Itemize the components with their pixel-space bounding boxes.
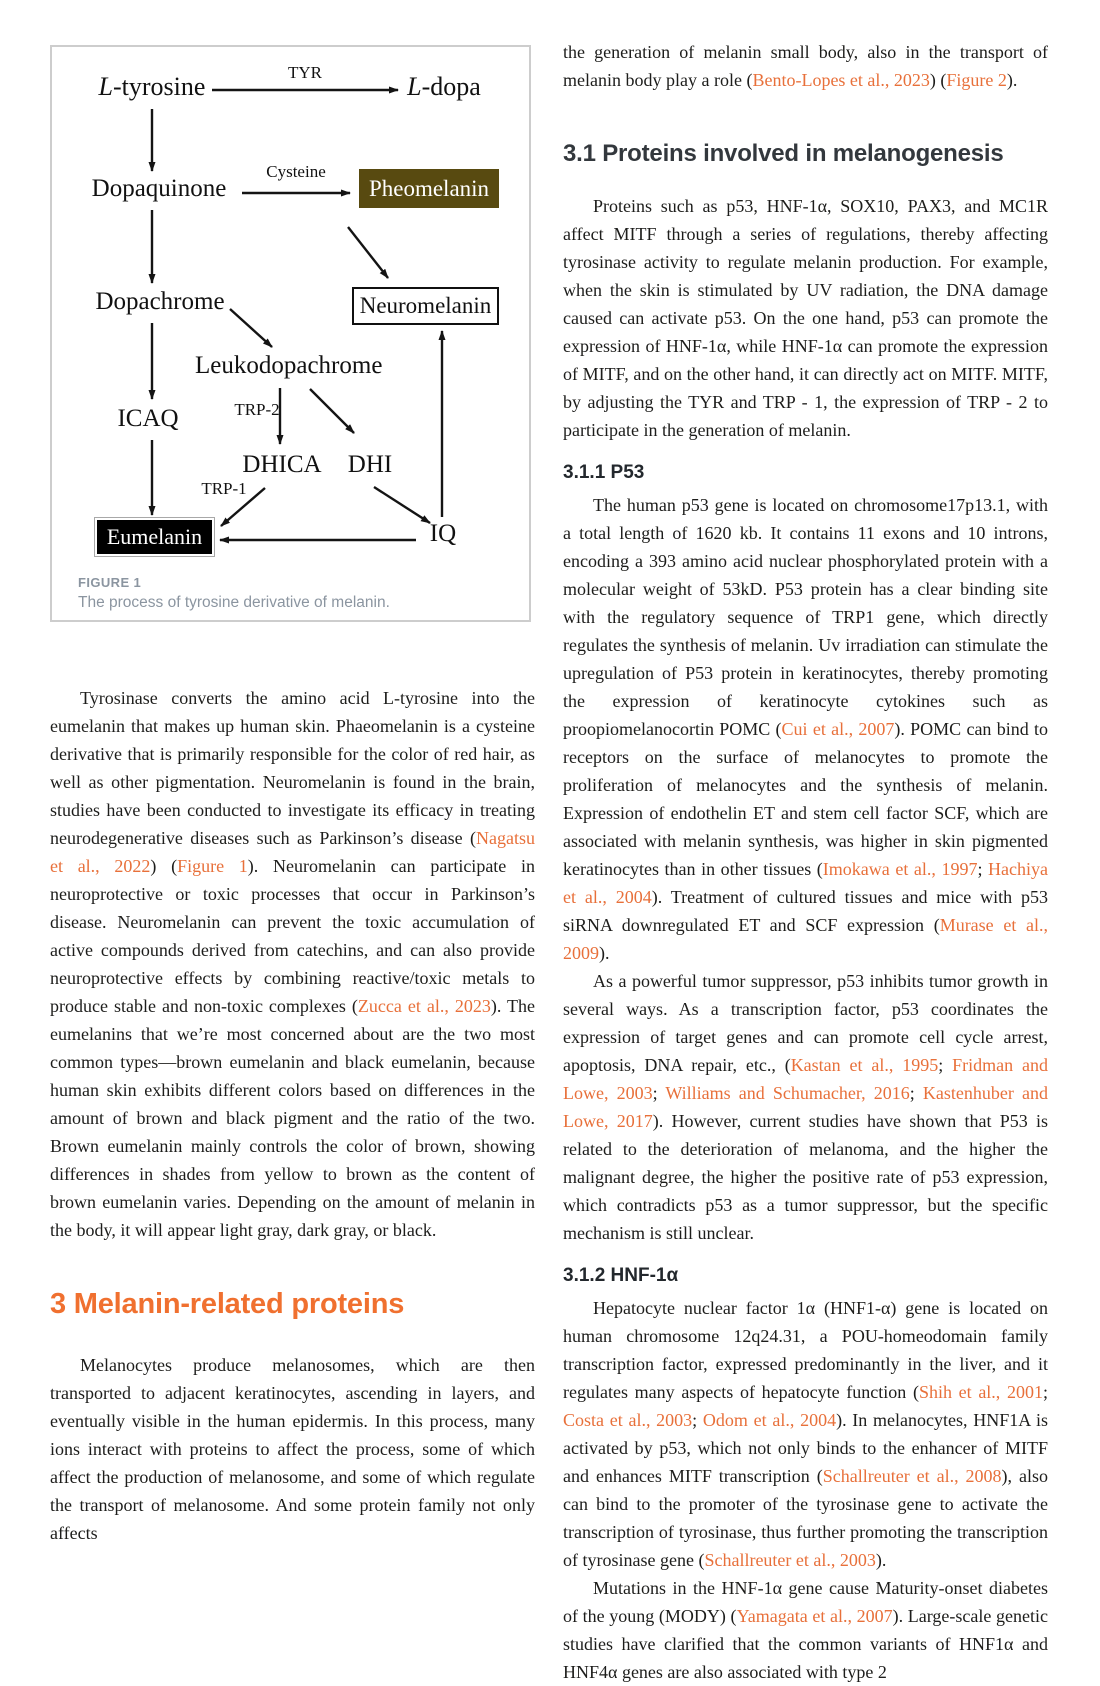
text-run: Melanocytes produce melanosomes, which are then transported to adjacent keratinocytes, ascending in layers, and eventually visible in the human epidermis. In this process, many ions interact with proteins to affect the process, some of which affect the production of melanosome, and some of which regulate the transport of melanosome. And some protein family not only affects xyxy=(50,1355,535,1543)
text-run: ). Treatment of cultured tissues and mice with p53 siRNA downregulated ET and SCF expression ( xyxy=(563,887,1048,935)
node-leukodopachrome: Leukodopachrome xyxy=(195,352,383,379)
text-run: ; xyxy=(692,1410,703,1430)
subsection-heading-3-1: 3.1 Proteins involved in melanogenesis xyxy=(563,140,1004,167)
citation-link[interactable]: Nagatsu et al., 2022 xyxy=(50,828,535,876)
text-run: -tyrosine xyxy=(113,72,206,101)
figure-caption-block xyxy=(78,575,529,612)
text-run: ; xyxy=(977,859,989,879)
text-run: -dopa xyxy=(421,72,481,101)
section-heading-melanin-related-proteins: 3 Melanin-related proteins xyxy=(50,1288,405,1320)
text-run: ; xyxy=(909,1083,923,1103)
node-l-tyrosine xyxy=(90,73,214,102)
edge-label-tyr: TYR xyxy=(288,63,322,82)
citation-link[interactable]: Zucca et al., 2023 xyxy=(357,996,491,1016)
node-dhica: DHICA xyxy=(242,451,322,478)
melanin-pathway-diagram xyxy=(52,47,529,567)
arrow-dopachrome-to-leukodopachrome xyxy=(230,309,272,347)
citation-link[interactable]: Odom et al., 2004 xyxy=(702,1410,837,1430)
text-run: Mutations in the HNF-1α gene cause Maturity-onset diabetes of the young (MODY) ( xyxy=(563,1578,1048,1626)
citation-link[interactable]: Schallreuter et al., 2003 xyxy=(704,1550,876,1570)
paragraph-hnf1a-gene xyxy=(563,1294,1048,1574)
edge-label-cysteine: Cysteine xyxy=(266,162,326,181)
citation-link[interactable]: Kastenhuber and Lowe, 2017 xyxy=(563,1083,1048,1131)
citation-link[interactable]: Bento-Lopes et al., 2023 xyxy=(752,70,930,90)
text-run: ), also can bind to the promoter of the tyrosinase gene to activate the transcription of tyrosinase, thus further promoting the transcription of tyrosinase gene ( xyxy=(563,1466,1048,1570)
paragraph-tyrosinase xyxy=(50,684,535,1244)
text-run: ; xyxy=(938,1055,953,1075)
edge-label-trp-2: TRP-2 xyxy=(234,400,280,419)
paragraph-continuation xyxy=(563,38,1048,94)
node-dopachrome: Dopachrome xyxy=(95,288,225,315)
citation-link[interactable]: Costa et al., 2003 xyxy=(563,1410,693,1430)
arrow-pheomelanin-to-neuromelanin xyxy=(348,227,388,278)
paragraph-proteins-mitf xyxy=(563,192,1048,444)
node-iq: IQ xyxy=(429,520,457,547)
citation-link[interactable]: Kastan et al., 1995 xyxy=(790,1055,939,1075)
text-run: ). xyxy=(1006,70,1018,90)
node-pheomelanin: Pheomelanin xyxy=(359,169,499,208)
subsection-heading-3-1-2: 3.1.2 HNF-1α xyxy=(563,1265,679,1286)
citation-link[interactable]: Imokawa et al., 1997 xyxy=(822,859,978,879)
citation-link[interactable]: Williams and Schumacher, 2016 xyxy=(665,1083,910,1103)
citation-link[interactable]: Figure 2 xyxy=(946,70,1007,90)
citation-link[interactable]: Fridman and Lowe, 2003 xyxy=(563,1055,1048,1103)
node-l-dopa xyxy=(404,73,484,102)
text-run: Hepatocyte nuclear factor 1α (HNF1-α) gene is located on human chromosome 12q24.31, a POU-homeodomain family transcription factor, expressed predominantly in the liver, and it regulates many aspects of hepatocyte function ( xyxy=(563,1298,1048,1402)
citation-link[interactable]: Hachiya et al., 2004 xyxy=(563,859,1049,907)
citation-link[interactable]: Figure 1 xyxy=(177,856,248,876)
text-run: ; xyxy=(652,1083,666,1103)
text-run: ). In melanocytes, HNF1A is activated by p53, which not only binds to the enhancer of MITF and enhances MITF transcription ( xyxy=(563,1410,1048,1486)
paragraph-melanocytes xyxy=(50,1351,535,1547)
text-run: ). xyxy=(599,943,610,963)
edge-label-trp-1: TRP-1 xyxy=(201,479,247,498)
citation-link[interactable]: Schallreuter et al., 2008 xyxy=(822,1466,1002,1486)
text-run: The human p53 gene is located on chromosome17p13.1, with a total length of 1620 kb. It contains 11 exons and 10 introns, encoding a 393 amino acid nuclear phosphorylated protein with a molecular weight of 53kD. P53 protein has a clear binding site with the regulatory sequence of TRP1 gene, which directly regulates the synthesis of melanin. Uv irradiation can stimulate the upregulation of P53 protein in keratinocytes, thereby promoting the expression of keratinocyte cytokines such as proopiomelanocortin POMC ( xyxy=(563,495,1048,739)
arrow-dhi-to-iq xyxy=(374,487,430,523)
subsection-heading-3-1-1: 3.1.1 P53 xyxy=(563,462,645,483)
text-run: Tyrosinase converts the amino acid L-tyrosine into the eumelanin that makes up human skin. Phaeomelanin is a cysteine derivative that is primarily responsible for the color of red hair, as well as other pigmentation. Neuromelanin is found in the brain, studies have been conducted to investigate its efficacy in treating neurodegenerative diseases such as Parkinson’s disease ( xyxy=(50,688,535,848)
text-run: ). However, current studies have shown that P53 is related to the deterioration of melanoma, and the higher the malignant degree, the higher the positive rate of p53 expression, which contradicts p53 as a tumor suppressor, but the specific mechanism is still unclear. xyxy=(563,1111,1049,1243)
left-column xyxy=(50,38,535,1686)
node-neuromelanin: Neuromelanin xyxy=(352,287,499,325)
right-column xyxy=(563,38,1048,1686)
node-eumelanin: Eumelanin xyxy=(97,520,212,554)
arrow-leukodopachrome-to-dhi xyxy=(310,389,354,433)
paragraph-p53-gene xyxy=(563,491,1048,967)
text-run: ). xyxy=(875,1550,887,1570)
citation-link[interactable]: Cui et al., 2007 xyxy=(781,719,895,739)
text-run: ). Neuromelanin can participate in neuroprotective or toxic processes that occur in Parkinson’s disease. Neuromelanin can prevent the toxic accumulation of active compounds derived from catechins, and can also provide neuroprotective effects by combining reactive/toxic metals to produce stable and non-toxic complexes ( xyxy=(50,856,535,1016)
citation-link[interactable]: Murase et al., 2009 xyxy=(563,915,1048,963)
text-run: ). The eumelanins that we’re most concerned about are the two most common types—brown eumelanin and black eumelanin, because human skin exhibits different colors based on differences in the amount of brown and black pigment and the ratio of the two. Brown eumelanin mainly controls the color of brown, showing differences in shades from yellow to brown as the content of brown eumelanin varies. Depending on the amount of melanin in the body, it will appear light gray, dark gray, or black. xyxy=(50,996,536,1240)
text-run: L xyxy=(407,72,422,101)
paragraph-hnf1a-mutations xyxy=(563,1574,1048,1686)
text-run: As a powerful tumor suppressor, p53 inhibits tumor growth in several ways. As a transcription factor, p53 coordinates the expression of target genes and can promote cell cycle arrest, apoptosis, DNA repair, etc., ( xyxy=(563,971,1048,1075)
node-dopaquinone: Dopaquinone xyxy=(91,175,227,202)
text-run: Proteins such as p53, HNF-1α, SOX10, PAX3, and MC1R affect MITF through a series of regulations, thereby affecting tyrosinase activity to regulate melanin production. For example, when the skin is stimulated by UV radiation, the DNA damage caused can activate p53. On the one hand, p53 can promote the expression of HNF-1α, while HNF-1α can promote the expression of MITF, and on the other hand, it can directly act on MITF. MITF, by adjusting the TYR and TRP - 1, the expression of TRP - 2 to participate in the generation of melanin. xyxy=(563,196,1048,440)
figure-1 xyxy=(50,45,531,622)
text-run: ; xyxy=(1042,1382,1048,1402)
citation-link[interactable]: Yamagata et al., 2007 xyxy=(736,1606,893,1626)
citation-link[interactable]: Shih et al., 2001 xyxy=(918,1382,1043,1402)
text-run: the generation of melanin small body, also in the transport of melanin body play a role ( xyxy=(563,42,1048,90)
text-run: ) ( xyxy=(150,856,178,876)
node-icaq: ICAQ xyxy=(117,405,179,432)
text-run: ) ( xyxy=(929,70,947,90)
figure-label: FIGURE 1 xyxy=(78,575,142,590)
text-run: L xyxy=(98,72,114,101)
figure-caption: The process of tyrosine derivative of melanin. xyxy=(78,594,390,611)
node-dhi: DHI xyxy=(347,451,393,478)
text-run: ). Large-scale genetic studies have clarified that the common variants of HNF1α and HNF4α genes are also associated with type 2 xyxy=(563,1606,1049,1682)
text-run: ). POMC can bind to receptors on the surface of melanocytes to promote the proliferation of melanocytes and the synthesis of melanin. Expression of endothelin ET and stem cell factor SCF, which are associated with melanin synthesis, was higher in skin pigmented keratinocytes than in other tissues ( xyxy=(563,719,1048,879)
paragraph-p53-tumor-suppressor xyxy=(563,967,1048,1247)
